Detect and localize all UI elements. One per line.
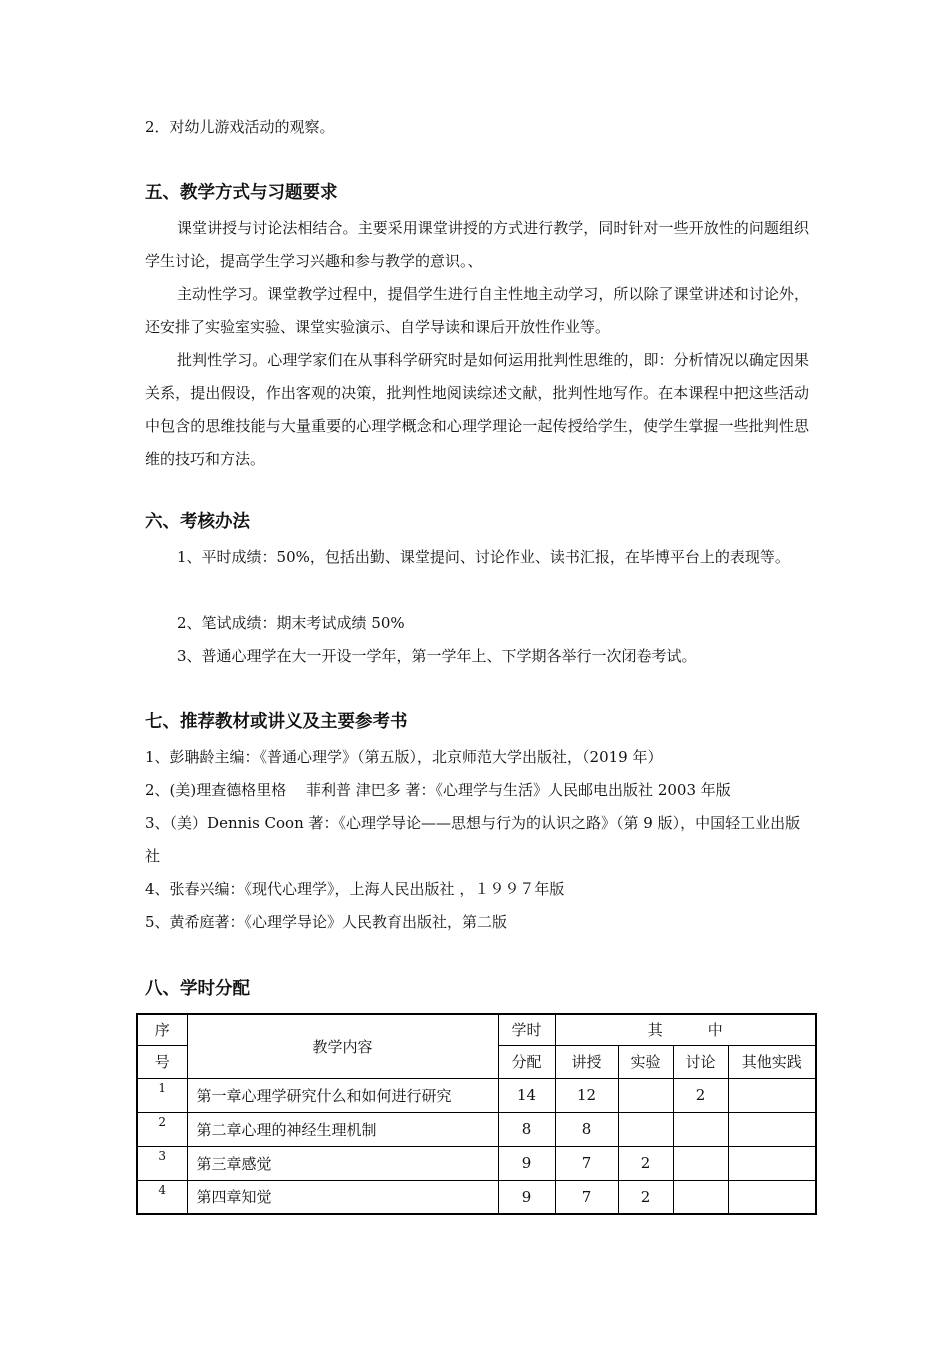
reference-1: 1、彭聃龄主编：《普通心理学》（第五版），北京师范大学出版社，（2019 年） bbox=[145, 748, 663, 766]
row-hours: 8 bbox=[498, 1112, 555, 1146]
reference-5: 5、黄希庭著：《心理学导论》人民教育出版社，第二版 bbox=[145, 913, 508, 931]
header-lecture: 讲授 bbox=[555, 1045, 618, 1078]
section6-item-2: 2、笔试成绩：期末考试成绩 50% bbox=[177, 614, 405, 632]
row-experiment: 2 bbox=[618, 1180, 673, 1214]
row-discussion: 2 bbox=[673, 1078, 728, 1112]
row-content: 第四章知觉 bbox=[187, 1180, 498, 1214]
section8-heading: 八、学时分配 bbox=[145, 979, 250, 999]
header-content: 教学内容 bbox=[187, 1014, 498, 1078]
row-seq: 4 bbox=[137, 1180, 187, 1214]
section5-heading: 五、教学方式与习题要求 bbox=[145, 183, 338, 203]
header-hours-bottom: 分配 bbox=[498, 1045, 555, 1078]
row-seq: 3 bbox=[137, 1146, 187, 1180]
row-discussion bbox=[673, 1112, 728, 1146]
row-hours: 14 bbox=[498, 1078, 555, 1112]
row-hours: 9 bbox=[498, 1146, 555, 1180]
row-other bbox=[728, 1078, 816, 1112]
section5-paragraph-1: 课堂讲授与讨论法相结合。主要采用课堂讲授的方式进行教学，同时针对一些开放性的问题组织学生讨论，提高学生学习兴趣和参与教学的意识。、 bbox=[145, 219, 809, 270]
row-content: 第一章心理学研究什么和如何进行研究 bbox=[187, 1078, 498, 1112]
row-lecture: 8 bbox=[555, 1112, 618, 1146]
intro-line: 2．对幼儿游戏活动的观察。 bbox=[145, 118, 335, 136]
row-other bbox=[728, 1180, 816, 1214]
section6-item-1: 1、平时成绩：50%，包括出勤、课堂提问、讨论作业、读书汇报，在毕博平台上的表现等。 bbox=[177, 548, 790, 566]
header-discussion: 讨论 bbox=[673, 1045, 728, 1078]
row-lecture: 7 bbox=[555, 1146, 618, 1180]
header-experiment: 实验 bbox=[618, 1045, 673, 1078]
table-header-row bbox=[137, 1014, 816, 1045]
row-seq: 2 bbox=[137, 1112, 187, 1146]
section5-paragraph-2: 主动性学习。课堂教学过程中，提倡学生进行自主性地主动学习，所以除了课堂讲述和讨论外，还安排了实验室实验、课堂实验演示、自学导读和课后开放性作业等。 bbox=[145, 285, 809, 336]
table-row bbox=[137, 1180, 816, 1214]
row-content: 第二章心理的神经生理机制 bbox=[187, 1112, 498, 1146]
row-discussion bbox=[673, 1180, 728, 1214]
header-group: 其 中 bbox=[555, 1014, 816, 1045]
header-seq-top: 序 bbox=[137, 1014, 187, 1045]
table-row bbox=[137, 1078, 816, 1112]
row-experiment bbox=[618, 1112, 673, 1146]
row-experiment: 2 bbox=[618, 1146, 673, 1180]
row-experiment bbox=[618, 1078, 673, 1112]
header-seq-bottom: 号 bbox=[137, 1045, 187, 1078]
section6-item-3: 3、普通心理学在大一开设一学年，第一学年上、下学期各举行一次闭卷考试。 bbox=[177, 647, 697, 665]
row-other bbox=[728, 1146, 816, 1180]
section7-heading: 七、推荐教材或讲义及主要参考书 bbox=[145, 712, 408, 732]
row-hours: 9 bbox=[498, 1180, 555, 1214]
section5-paragraph-3: 批判性学习。心理学家们在从事科学研究时是如何运用批判性思维的，即：分析情况以确定因果关系，提出假设，作出客观的决策，批判性地阅读综述文献，批判性地写作。在本课程中把这些活动中包含的思维技能与大量重要的心理学概念和心理学理论一起传授给学生，使学生掌握一些批判性思维的技巧和方法。 bbox=[145, 351, 809, 468]
table-row bbox=[137, 1146, 816, 1180]
row-lecture: 7 bbox=[555, 1180, 618, 1214]
table-row bbox=[137, 1112, 816, 1146]
row-seq: 1 bbox=[137, 1078, 187, 1112]
row-content: 第三章感觉 bbox=[187, 1146, 498, 1180]
hours-allocation-table bbox=[136, 1013, 817, 1215]
header-hours-top: 学时 bbox=[498, 1014, 555, 1045]
row-other bbox=[728, 1112, 816, 1146]
reference-2: 2、(美)理查德格里格 菲利普 津巴多 著：《心理学与生活》人民邮电出版社 2003 年版 bbox=[145, 781, 731, 799]
header-other: 其他实践 bbox=[728, 1045, 816, 1078]
section6-heading: 六、考核办法 bbox=[145, 512, 250, 532]
row-discussion bbox=[673, 1146, 728, 1180]
row-lecture: 12 bbox=[555, 1078, 618, 1112]
reference-3: 3、（美）Dennis Coon 著：《心理学导论——思想与行为的认识之路》（第 9 版），中国轻工业出版社 bbox=[145, 814, 801, 865]
reference-4: 4、张春兴编：《现代心理学》，上海人民出版社 ，１９９７年版 bbox=[145, 880, 565, 898]
